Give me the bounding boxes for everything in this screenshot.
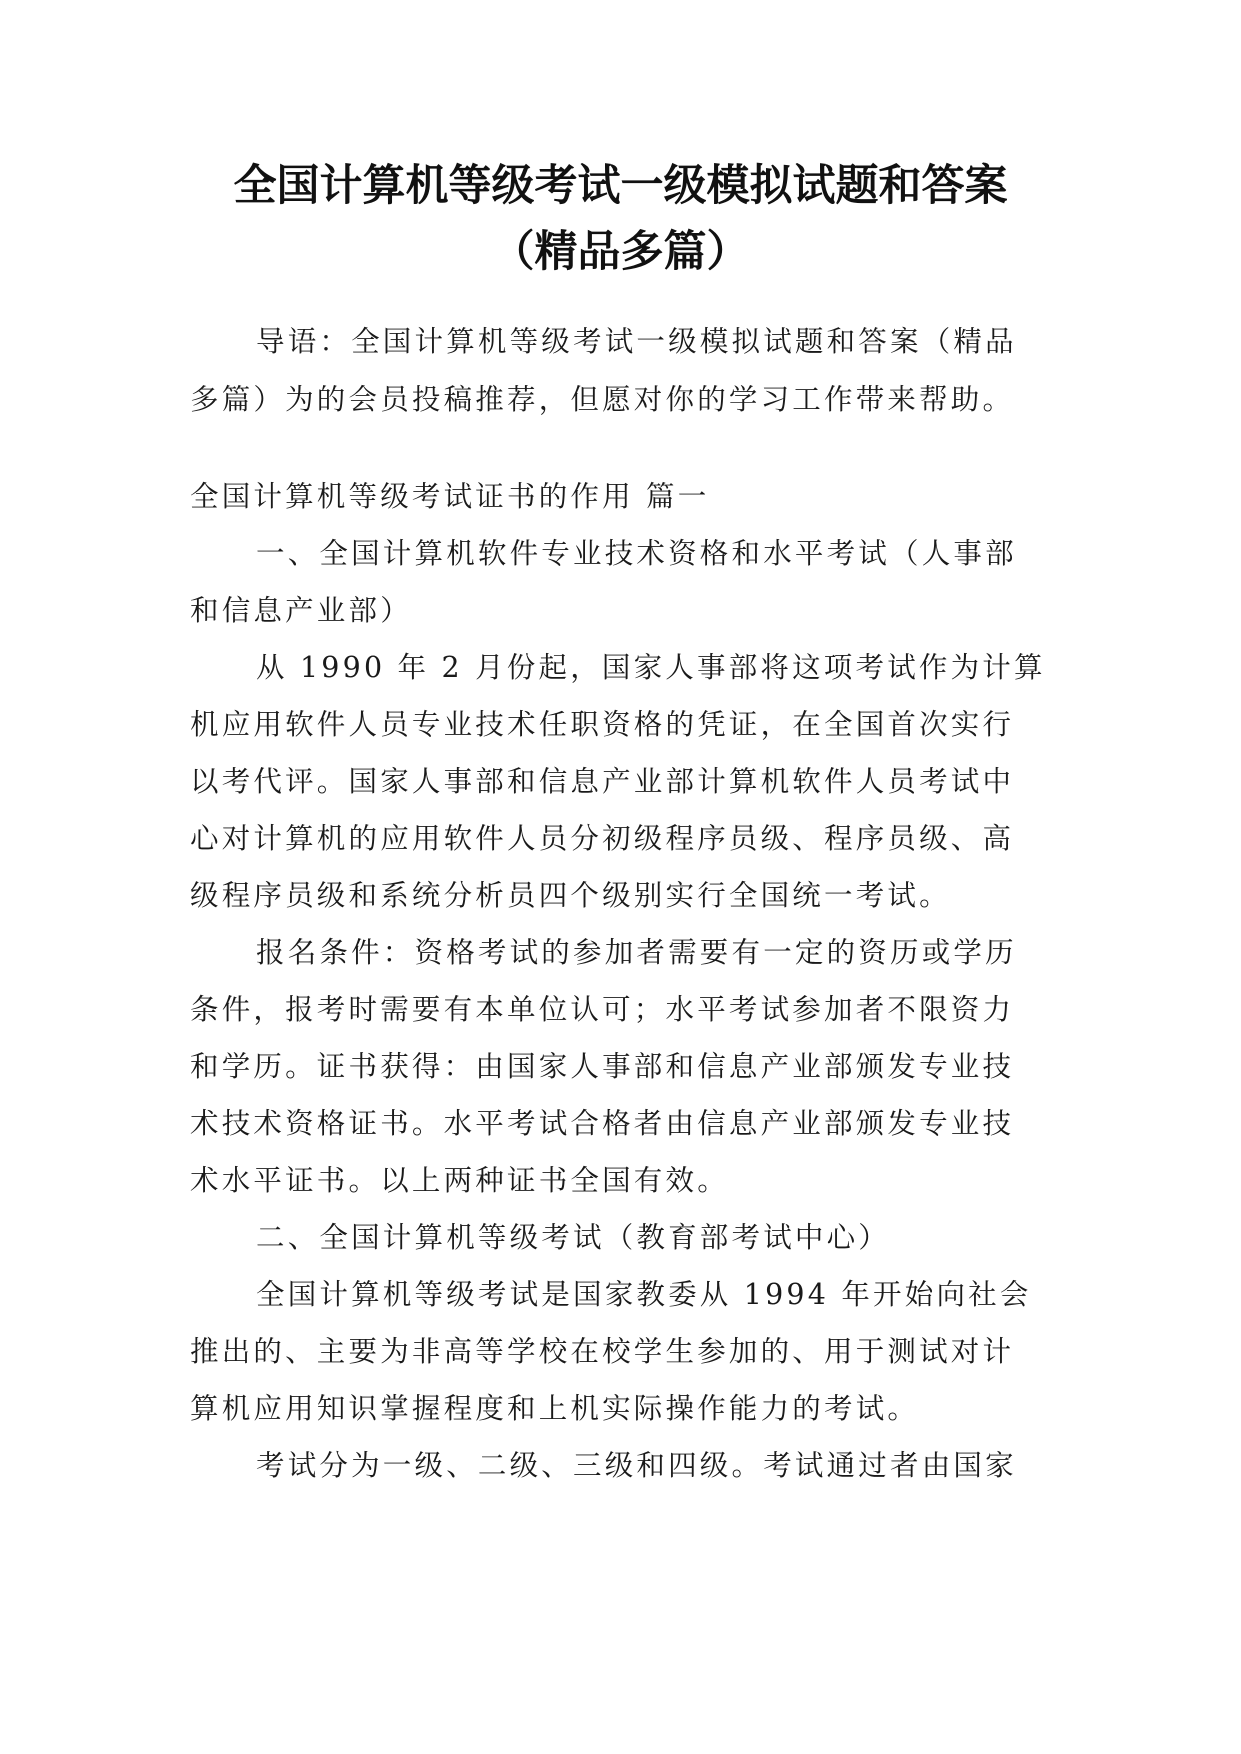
document-title-line-1: 全国计算机等级考试一级模拟试题和答案 xyxy=(233,161,1008,211)
paragraph-line: 和学历。证书获得：由国家人事部和信息产业部颁发专业技 xyxy=(190,1050,1015,1083)
paragraph-line: 条件，报考时需要有本单位认可；水平考试参加者不限资力 xyxy=(190,993,1015,1026)
paragraph-line: 二、全国计算机等级考试（教育部考试中心） xyxy=(256,1221,891,1254)
paragraph-line: 级程序员级和系统分析员四个级别实行全国统一考试。 xyxy=(190,879,951,912)
paragraph-line: 从 1990 年 2 月份起，国家人事部将这项考试作为计算 xyxy=(256,651,1046,684)
section-heading: 全国计算机等级考试证书的作用 篇一 xyxy=(190,480,710,513)
intro-line: 导语：全国计算机等级考试一级模拟试题和答案（精品 xyxy=(256,325,1017,358)
document-title-line-2: （精品多篇） xyxy=(491,227,750,277)
paragraph-line: 推出的、主要为非高等学校在校学生参加的、用于测试对计 xyxy=(190,1335,1015,1368)
paragraph-line: 考试分为一级、二级、三级和四级。考试通过者由国家 xyxy=(256,1449,1017,1482)
paragraph-line: 算机应用知识掌握程度和上机实际操作能力的考试。 xyxy=(190,1392,920,1425)
paragraph-line: 报名条件：资格考试的参加者需要有一定的资历或学历 xyxy=(256,936,1017,969)
intro-line: 多篇）为的会员投稿推荐，但愿对你的学习工作带来帮助。 xyxy=(190,383,1015,416)
paragraph-line: 术技术资格证书。水平考试合格者由信息产业部颁发专业技 xyxy=(190,1107,1015,1140)
paragraph-line: 一、全国计算机软件专业技术资格和水平考试（人事部 xyxy=(256,537,1017,570)
paragraph-line: 术水平证书。以上两种证书全国有效。 xyxy=(190,1164,729,1197)
paragraph-line: 机应用软件人员专业技术任职资格的凭证，在全国首次实行 xyxy=(190,708,1015,741)
paragraph-line: 心对计算机的应用软件人员分初级程序员级、程序员级、高 xyxy=(190,822,1015,855)
paragraph-line: 和信息产业部） xyxy=(190,594,412,627)
paragraph-line: 以考代评。国家人事部和信息产业部计算机软件人员考试中 xyxy=(190,765,1015,798)
paragraph-line: 全国计算机等级考试是国家教委从 1994 年开始向社会 xyxy=(256,1278,1032,1311)
